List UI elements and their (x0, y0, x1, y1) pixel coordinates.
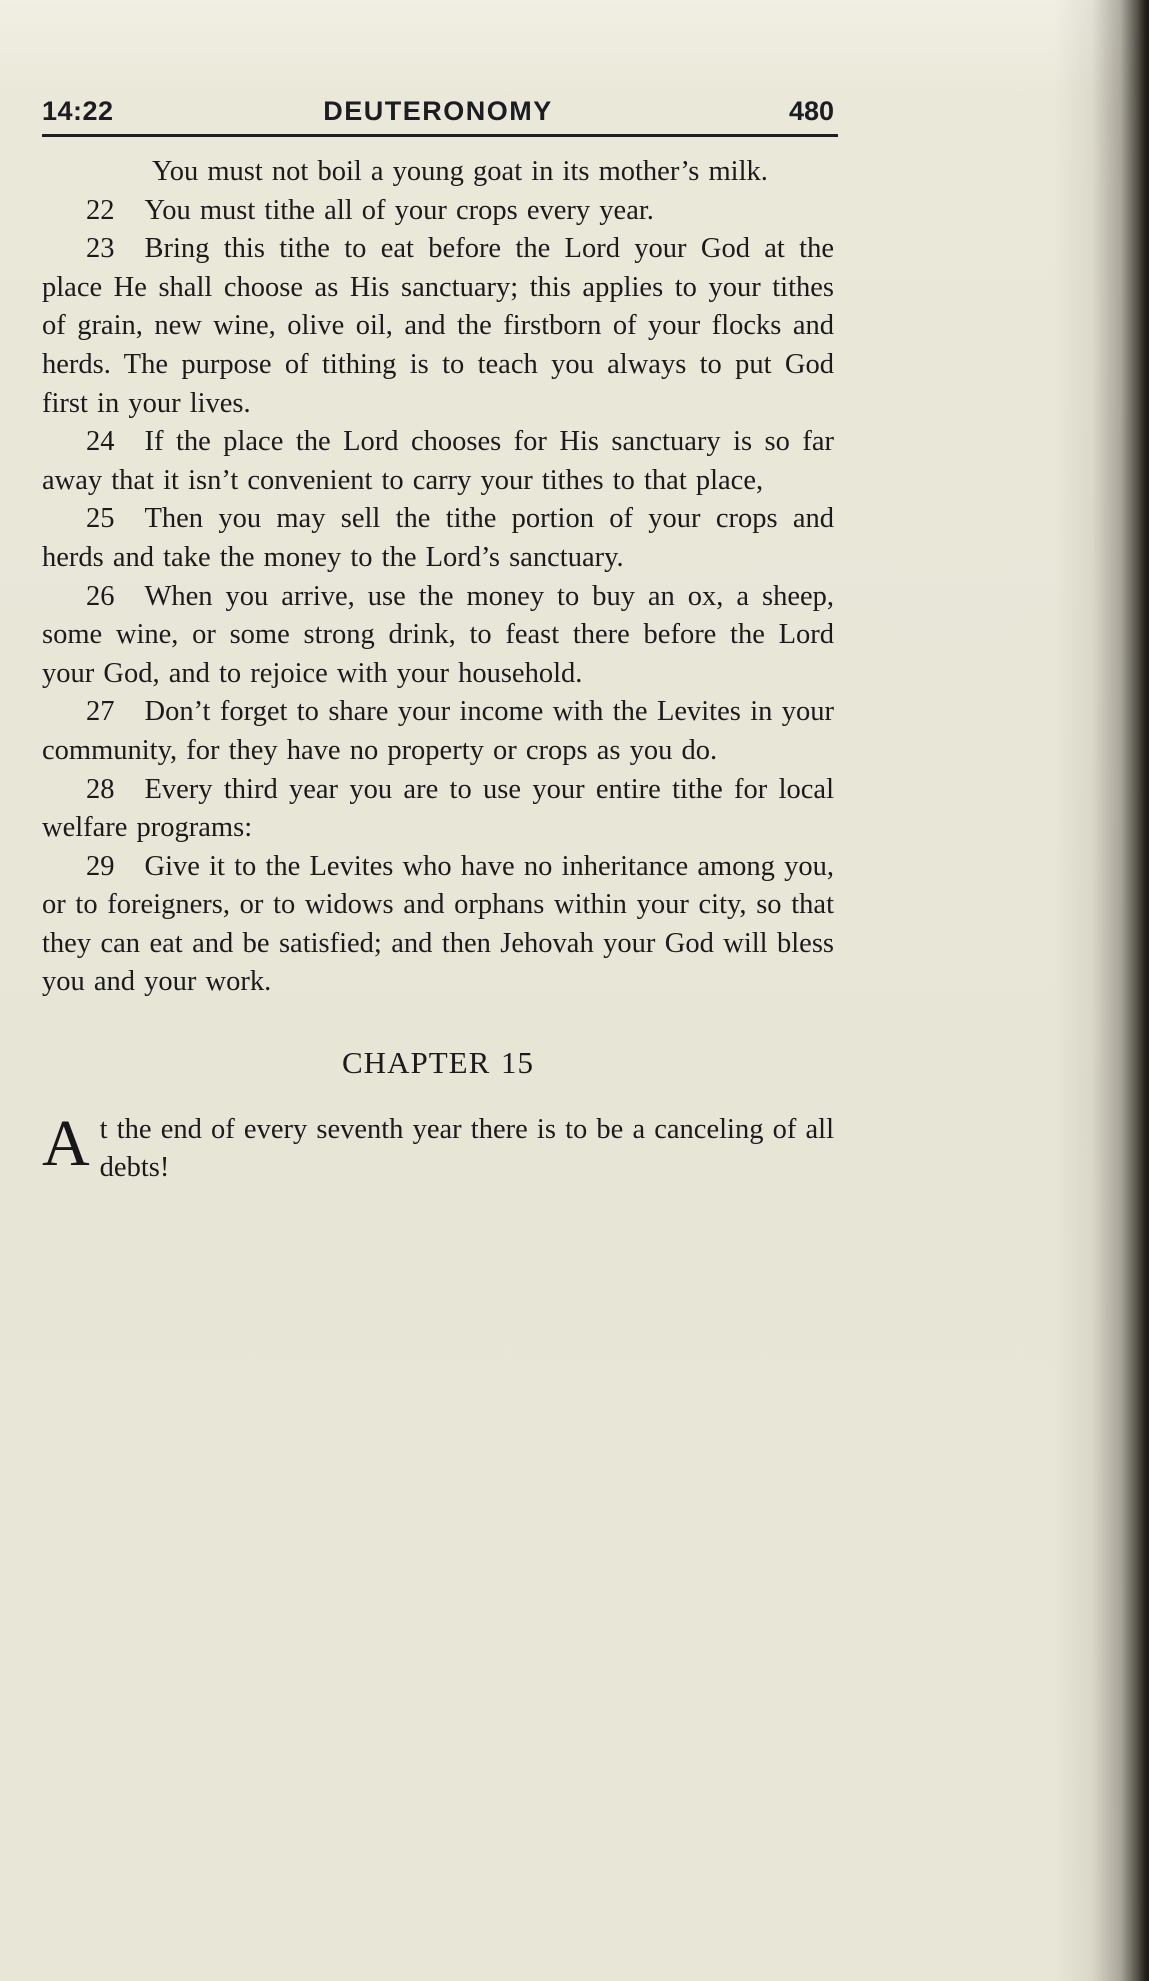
verse-text: Don’t forget to share your income with the Levites in your community, for they have no property or crops as you do. (42, 696, 834, 766)
verse-text: Every third year you are to use your entire tithe for local welfare programs: (42, 773, 834, 844)
verse-text: Bring this tithe to eat before the Lord your God at the place He shall choose as His sanctuary; this applies to your tithes of grain, new wine, olive oil, and the firstborn of your flocks and herds. The purpose of tithing is to teach you always to put God first in your lives. (42, 233, 834, 419)
chapter-verse-reference: 14:22 (42, 96, 114, 126)
verse-number: 22 (86, 194, 115, 226)
opening-paragraph (42, 1106, 834, 1188)
verse-paragraph (42, 500, 834, 577)
verse-number: 25 (86, 503, 115, 535)
verse-text: When you arrive, use the money to buy an ox, a sheep, some wine, or some strong drink, to feast there before the Lord your God, and to rejoice with your household. (42, 580, 834, 689)
verse-number: 23 (86, 233, 115, 265)
verse-number: 27 (86, 696, 115, 728)
verse-paragraph (42, 192, 834, 231)
verse-text: If the place the Lord chooses for His sanctuary is so far away that it isn’t convenient to carry your tithes to that place, (42, 426, 834, 496)
verse-number: 28 (86, 773, 115, 805)
verse-text: Give it to the Levites who have no inheritance among you, or to foreigners, or to widows and orphans within your city, so that they can eat and be satisfied; and then Jehovah your God will bless you and your work. (42, 850, 834, 998)
verse-paragraph (42, 230, 834, 423)
page-header (42, 96, 834, 127)
book-title: DEUTERONOMY (323, 96, 553, 126)
verse-paragraph (42, 848, 834, 1002)
verse-continuation: You must not boil a young goat in its mother’s milk. (152, 156, 768, 187)
drop-cap-initial: A (42, 1106, 90, 1180)
chapter-heading: CHAPTER 15 (342, 1045, 534, 1081)
verse-paragraph (42, 693, 834, 770)
verse-text: You must tithe all of your crops every year. (144, 194, 654, 226)
page-gutter-shadow (1054, 0, 1149, 1981)
text-column (42, 96, 834, 1188)
verse-number: 24 (86, 426, 115, 458)
verse-text: Then you may sell the tithe portion of your crops and herds and take the money to the Lord’s sanctuary. (42, 503, 834, 573)
verse-number: 26 (86, 580, 115, 612)
header-rule (42, 134, 838, 137)
scripture-text (42, 153, 834, 1188)
verse-paragraph (42, 423, 834, 500)
opening-text: t the end of every seventh year there is to be a canceling of all debts! (99, 1113, 834, 1184)
verse-number: 29 (86, 850, 115, 882)
page-number: 480 (788, 96, 834, 126)
verse-paragraph (42, 771, 834, 848)
verse-paragraph (42, 578, 834, 694)
